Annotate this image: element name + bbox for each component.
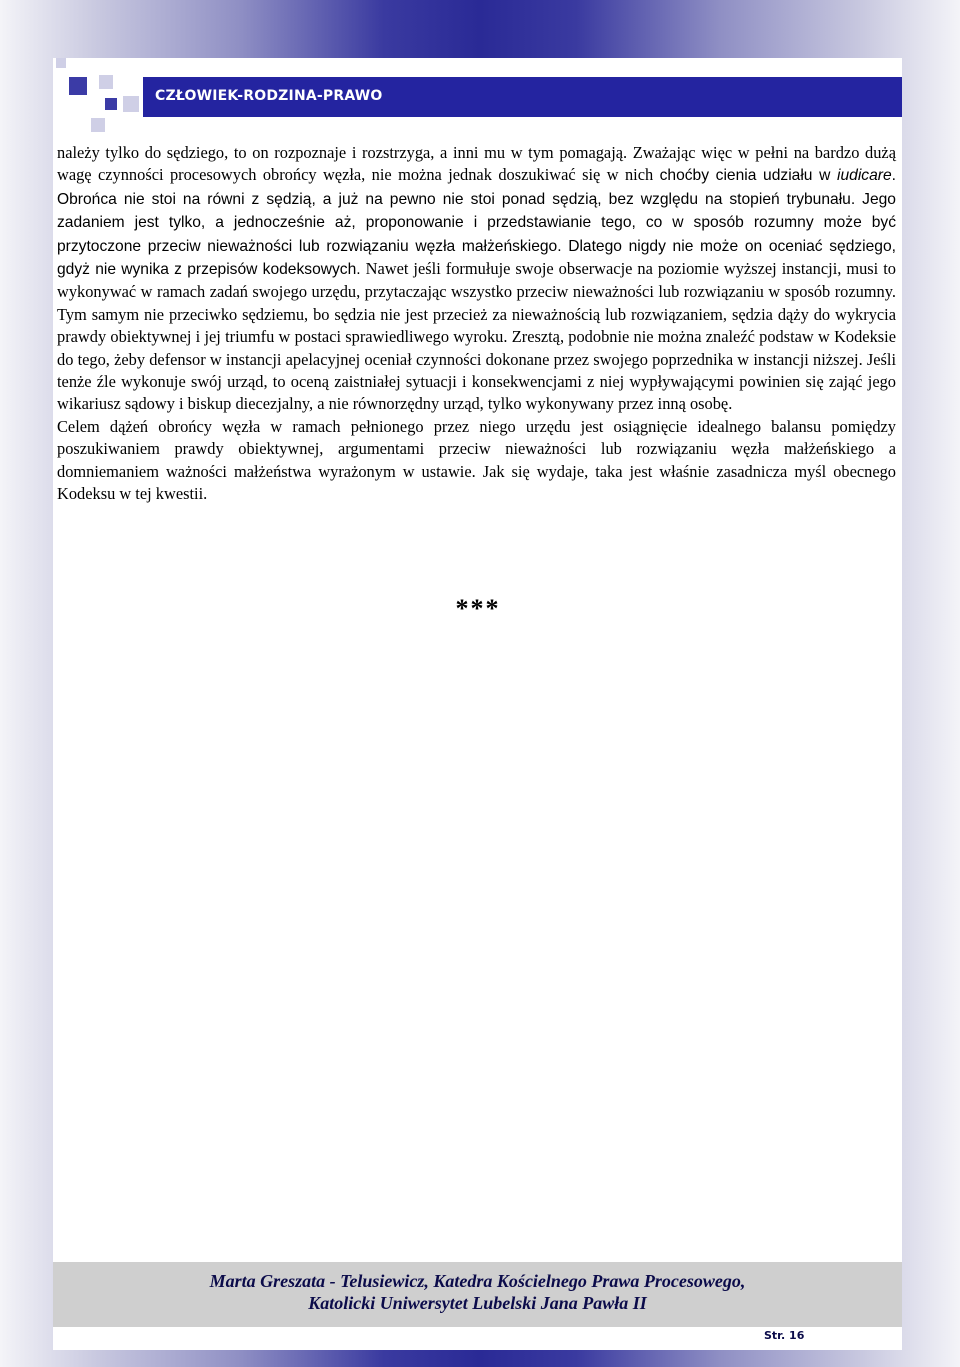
logo-square bbox=[69, 77, 87, 95]
footer bbox=[53, 1262, 902, 1327]
paragraph-1-part-5: Nawet jeśli formułuje swoje obserwacje na poziomie wyższej instancji, musi to wykonywać w ramach zadań swojego urzędu, przytaczając wszystko przeciw nieważności lub rozwiązaniu w sposób rozumny. Tym samym nie przeciwko sędziemu, bo sędzia nie jest przecież za nieważnością lub rozwiązaniem, sędzia dąży do wykrycia prawdy obiektywnej i jej triumfu w postaci sprawiedliwego wyroku. Zresztą, podobnie nie można znaleźć podstaw w Kodeksie do tego, żeby defensor w instancji apelacyjnej oceniał czynności dokonane przez swojego poprzednika w instancji niższej. Jeśli tenże źle wykonuje swój urząd, to oceną zaistniałej sytuacji i konsekwencjami z niej wypływającymi powinien się zająć jego wikariusz sądowy i biskup diecezjalny, a nie równorzędny urząd, tylko wykonywany przez inną osobę. bbox=[57, 259, 897, 414]
section-separator: *** bbox=[455, 594, 501, 623]
paragraph-1-latin-term: iudicare bbox=[837, 167, 892, 185]
header-bar bbox=[143, 77, 902, 117]
article-body bbox=[57, 142, 896, 506]
logo-square bbox=[99, 75, 113, 89]
paragraph-2: Celem dążeń obrońcy węzła w ramach pełnionego przez niego urzędu jest osiągnięcie idealnego balansu pomiędzy poszukiwaniem prawdy obiektywnej, argumentami przeciw nieważności lub rozwiązaniu węzła małżeńskiego a domniemaniem ważności małżeństwa wyrażonym w ustawie. Jak się wydaje, taka jest właśnie zasadnicza myśl obecnego Kodeksu w tej kwestii. bbox=[57, 416, 896, 504]
paragraph-1-part-2: choćby cienia udziału w bbox=[659, 167, 838, 185]
logo-square bbox=[105, 98, 117, 110]
footer-institution: Katolicki Uniwersytet Lubelski Jana Pawła II bbox=[308, 1293, 647, 1313]
paragraph-1 bbox=[57, 142, 896, 416]
page-number: Str. 16 bbox=[764, 1329, 805, 1342]
footer-author: Marta Greszata - Telusiewicz, Katedra Kościelnego Prawa Procesowego, bbox=[209, 1271, 746, 1291]
header-title: CZŁOWIEK-RODZINA-PRAWO bbox=[155, 88, 383, 104]
logo-square bbox=[123, 96, 139, 112]
logo-square bbox=[91, 118, 105, 132]
paragraph-1-part-1: należy tylko do sędziego, to on rozpoznaje i rozstrzyga, a inni mu w tym pomagają. Zważając więc w pełni na bardzo dużą wagę czynności procesowych obrońcy węzła, nie można jednak doszukiwać się w nich bbox=[57, 143, 896, 185]
logo-square bbox=[56, 58, 66, 68]
paragraph-1-part-4: . Obrońca nie stoi na równi z sędzią, a już na pewno nie stoi ponad sędzią, bez względu na stopień trybunału. Jego zadaniem jest tylko, a jednocześnie aż, proponowanie i przedstawianie tego, co w sposób rozumny może być przytoczone przeciw nieważności lub rozwiązaniu węzła małżeńskiego. Dlatego nigdy nie może on oceniać sędziego, gdyż nie wynika z przepisów kodeksowych. bbox=[57, 167, 896, 279]
